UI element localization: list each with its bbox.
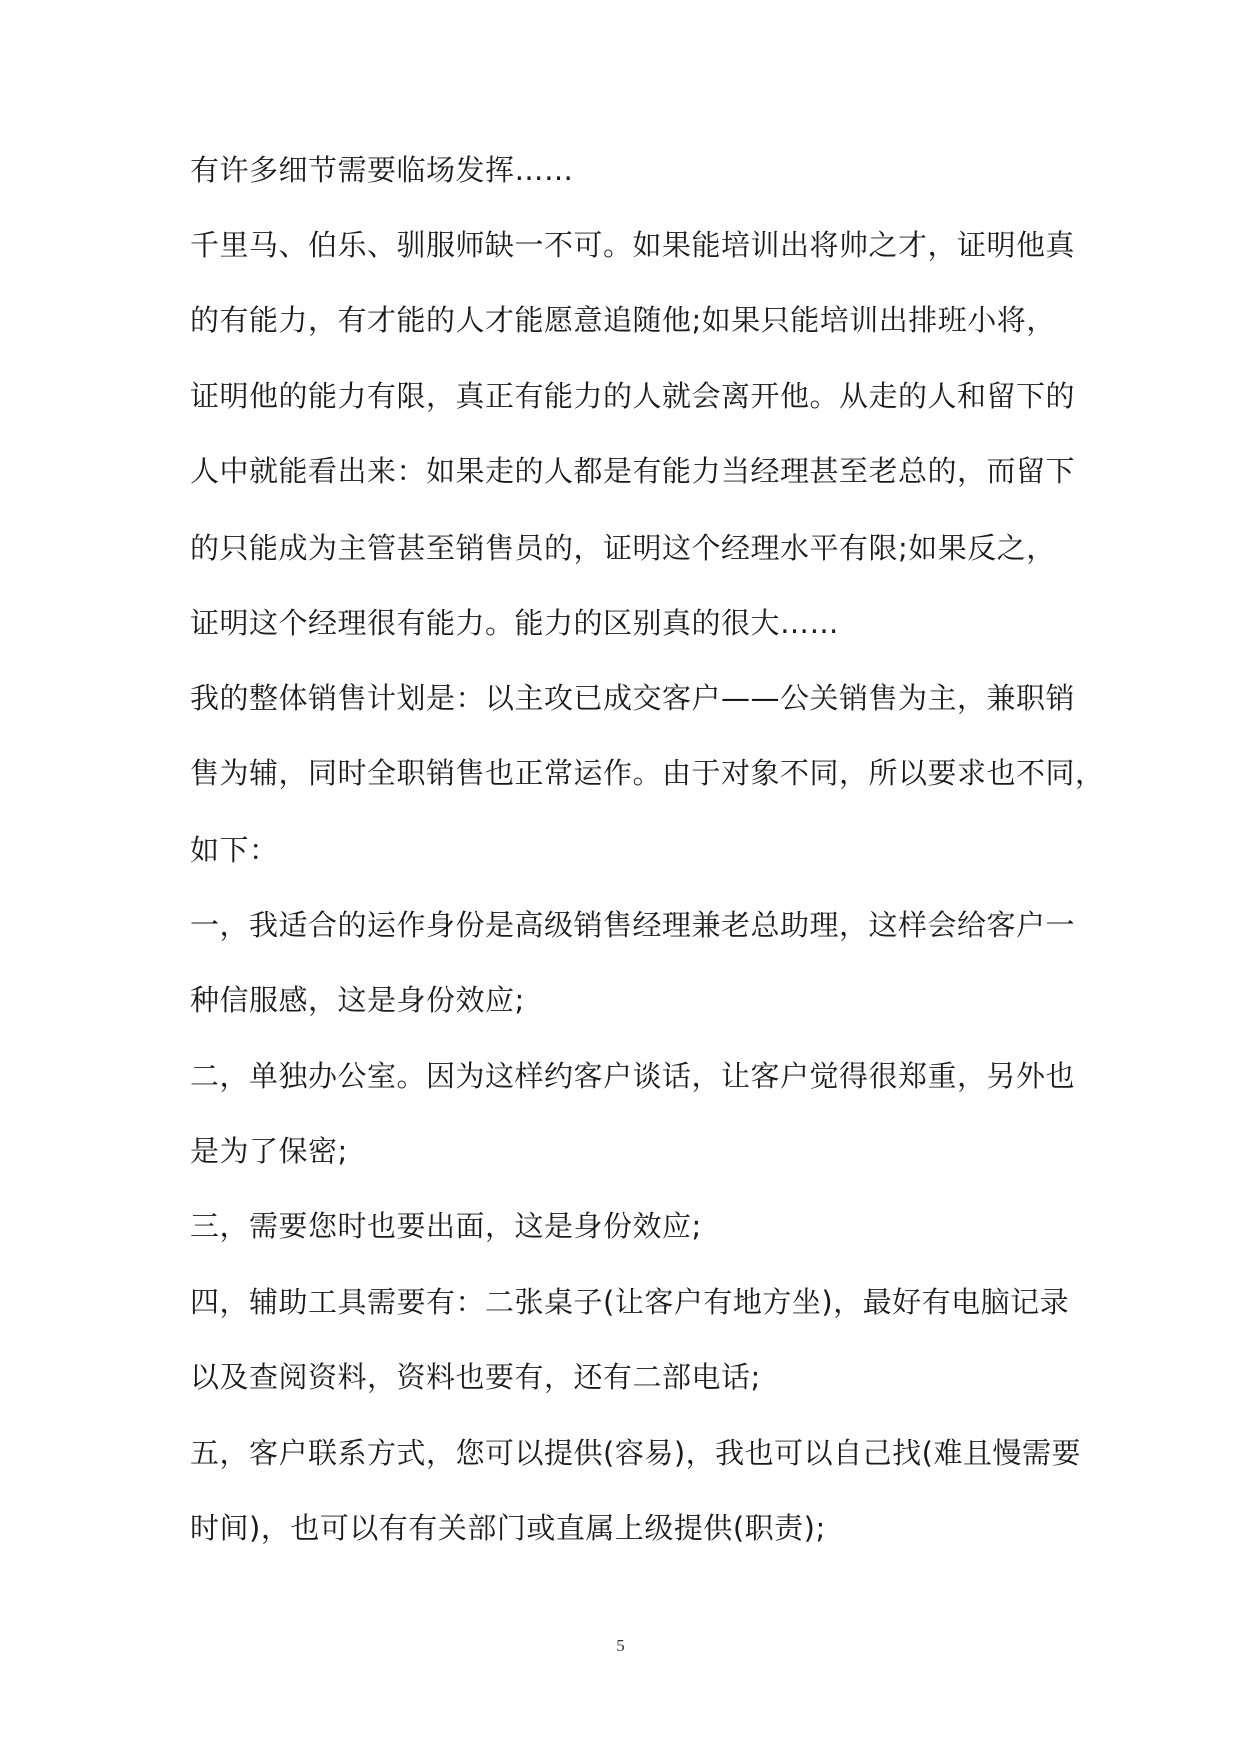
text-line: 五，客户联系方式，您可以提供(容易)，我也可以自己找(难且慢需要 [190,1436,1081,1470]
text-line: 时间)，也可以有有关部门或直属上级提供(职责); [190,1511,826,1545]
page-number: 5 [616,1636,625,1655]
text-line: 一，我适合的运作身份是高级销售经理兼老总助理，这样会给客户一 [190,908,1076,942]
text-line: 种信服感，这是身份效应; [190,983,525,1017]
text-line: 证明这个经理很有能力。能力的区别真的很大…… [190,606,840,640]
text-line: 的只能成为主管甚至销售员的，证明这个经理水平有限;如果反之， [190,531,1056,565]
text-line: 二，单独办公室。因为这样约客户谈话，让客户觉得很郑重，另外也 [190,1059,1076,1093]
text-line: 如下： [190,833,279,867]
text-line: 售为辅，同时全职销售也正常运作。由于对象不同，所以要求也不同， [190,756,1105,790]
text-line: 我的整体销售计划是：以主攻已成交客户——公关销售为主，兼职销 [190,681,1076,715]
text-line: 四，辅助工具需要有：二张桌子(让客户有地方坐)，最好有电脑记录 [190,1285,1070,1319]
text-line: 证明他的能力有限，真正有能力的人就会离开他。从走的人和留下的 [190,379,1076,413]
text-line: 是为了保密; [190,1134,348,1168]
text-line: 以及查阅资料，资料也要有，还有二部电话; [190,1360,761,1394]
text-line: 的有能力，有才能的人才能愿意追随他;如果只能培训出排班小将， [190,303,1056,337]
text-line: 人中就能看出来：如果走的人都是有能力当经理甚至老总的，而留下 [190,454,1076,488]
text-line: 千里马、伯乐、驯服师缺一不可。如果能培训出将帅之才，证明他真 [190,228,1076,262]
text-line: 三，需要您时也要出面，这是身份效应; [190,1209,702,1243]
text-line: 有许多细节需要临场发挥…… [190,153,574,187]
